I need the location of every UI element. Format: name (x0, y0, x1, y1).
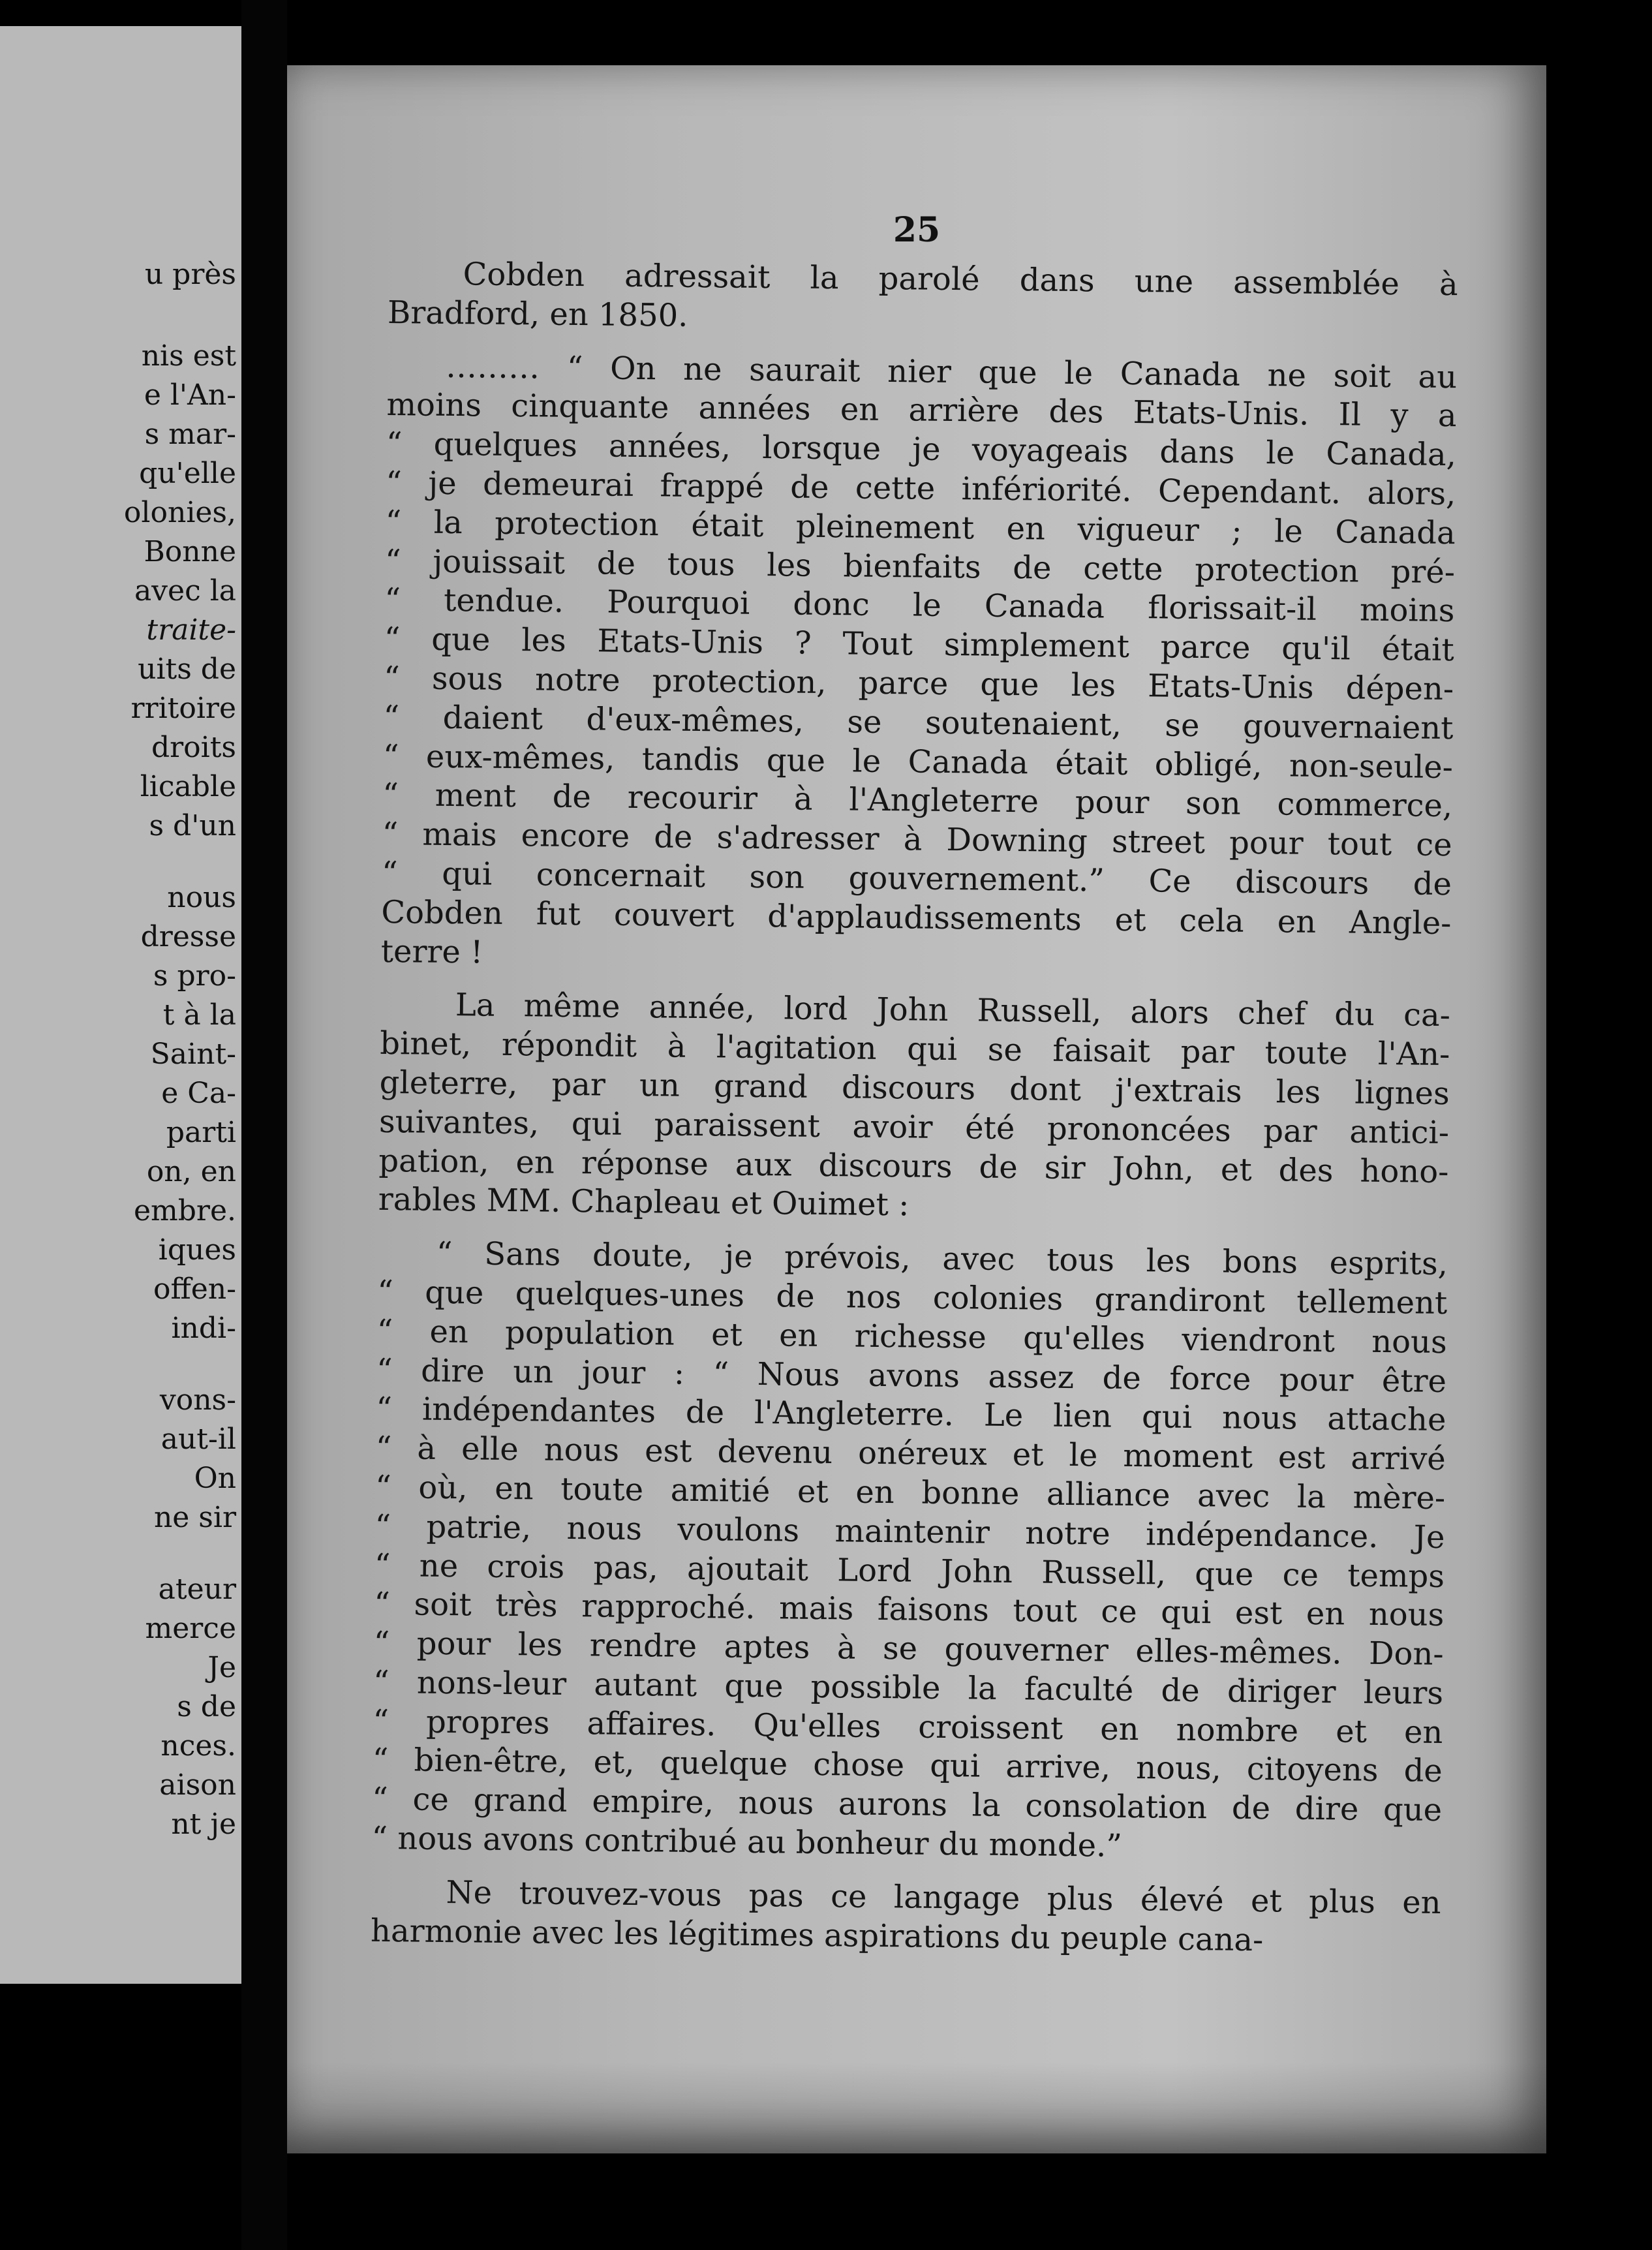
left-page-text-fragment: indi- (171, 1312, 236, 1345)
left-page-text-fragment: avec la (134, 574, 236, 608)
left-page-text-fragment: vons- (159, 1383, 236, 1417)
text-line: “ Sans doute, je prévois, avec tous les bons esprits, (436, 1235, 1448, 1283)
left-page-text-fragment: Saint- (150, 1038, 236, 1071)
text-line: “ à elle nous est devenu onéreux et le moment est arrivé (375, 1430, 1446, 1478)
page-body-text (371, 254, 1458, 1962)
text-line: “ ment de recourir à l'Angleterre pour son commerce, (382, 777, 1453, 825)
left-page-text-fragment: s d'un (149, 809, 236, 842)
left-page-text-fragment: nt je (171, 1808, 236, 1841)
left-page-text-fragment: s mar- (144, 418, 236, 451)
left-page-text-fragment: nis est (141, 339, 236, 373)
paragraph (380, 347, 1457, 983)
left-page-text-fragment: merce (145, 1612, 236, 1645)
text-line: “ quelques années, lorsque je voyageais dans le Canada, (386, 425, 1457, 474)
paragraph (378, 985, 1451, 1231)
text-line: “ jouissait de tous les bienfaits de cette protection pré- (384, 542, 1456, 591)
left-page-text-fragment: aut-il (161, 1423, 236, 1456)
page-number: 25 (893, 210, 941, 250)
left-page-text-fragment: uits de (138, 653, 236, 686)
left-page-text-fragment: on, en (146, 1155, 236, 1188)
text-line: ……… “ On ne saurait nier que le Canada ne soit au (445, 348, 1458, 395)
text-line: “ la protection était pleinement en vigueur ; le Canada (385, 503, 1456, 551)
text-line: rables MM. Chapleau et Ouimet : (378, 1181, 910, 1224)
text-line: “ ne crois pas, ajoutait Lord John Russell, que ce temps (374, 1547, 1445, 1595)
left-page-text-fragment: aison (159, 1768, 236, 1802)
left-page-text-fragment: qu'elle (139, 457, 236, 490)
text-line: “ propres affaires. Qu'elles croissent en nombre et en (373, 1703, 1443, 1751)
left-page-text-fragment: Bonne (144, 535, 236, 568)
left-page-text-fragment: t à la (162, 998, 236, 1032)
right-page (287, 65, 1546, 2153)
text-line: “ dire un jour : “ Nous avons assez de force pour être (376, 1351, 1447, 1400)
text-line: “ que quelques-unes de nos colonies grandiront tellement (377, 1273, 1448, 1322)
text-line: “ patrie, nous voulons maintenir notre indépendance. Je (375, 1507, 1445, 1556)
text-line: “ mais encore de s'adresser à Downing street pour tout ce (382, 816, 1452, 864)
text-line: Cobden adressait la parolé dans une assemblée à (463, 256, 1458, 303)
left-page-text-fragment: rritoire (130, 692, 236, 725)
page-bottom-shadow (287, 2062, 1546, 2153)
text-line: “ pour les rendre aptes à se gouverner elles-mêmes. Don- (373, 1624, 1444, 1673)
text-line: “ indépendantes de l'Angleterre. Le lien qui nous attache (376, 1391, 1446, 1439)
text-line: pation, en réponse aux discours de sir John, et des hono- (378, 1142, 1449, 1190)
left-page-text-fragment: ateur (158, 1573, 236, 1606)
left-page-text-fragment: licable (140, 770, 236, 803)
left-page-text-fragment: dresse (140, 920, 236, 953)
left-page-text-fragment: Je (207, 1651, 236, 1684)
left-page-text-fragment: offen- (153, 1272, 236, 1306)
text-line: “ tendue. Pourquoi donc le Canada florissait-il moins (384, 581, 1455, 630)
left-page-margin (0, 26, 241, 1984)
text-line: “ nous avons contribué au bonheur du monde.” (371, 1819, 1123, 1864)
left-page-text-fragment: olonies, (123, 496, 236, 529)
left-page-text-fragment: s de (177, 1690, 236, 1723)
text-line: “ sous notre protection, parce que les Etats-Unis dépen- (383, 659, 1454, 708)
text-line: “ que les Etats-Unis ? Tout simplement parce qu'il était (384, 621, 1455, 669)
left-page-text-fragment: nces. (161, 1729, 236, 1763)
text-line: “ nons-leur autant que possible la faculté de diriger leurs (373, 1663, 1444, 1712)
book-gutter (241, 0, 287, 2250)
paragraph (388, 254, 1458, 344)
left-page-text-fragment: u près (144, 258, 236, 291)
text-line: terre ! (380, 932, 483, 971)
text-line: harmonie avec les légitimes aspirations du peuple cana- (370, 1912, 1264, 1958)
text-line: gleterre, par un grand discours dont j'extrais les lignes (379, 1064, 1450, 1113)
left-page-text-fragment: traite- (146, 613, 236, 647)
text-line: moins cinquante années en arrière des Etats-Unis. Il y a (386, 386, 1457, 435)
text-line: Cobden fut couvert d'applaudissements et cela en Angle- (381, 893, 1452, 942)
left-page-text-fragment: On (194, 1462, 236, 1495)
text-line: “ qui concernait son gouvernement.” Ce discours de (381, 854, 1452, 903)
paragraph (371, 1873, 1441, 1962)
text-line: “ en population et en richesse qu'elles viendront nous (376, 1312, 1447, 1361)
text-line: “ ce grand empire, nous aurons la consolation de dire que (371, 1781, 1443, 1829)
left-page-text-fragment: embre. (134, 1194, 236, 1227)
left-page-text-fragment: e l'An- (144, 378, 236, 412)
text-line: “ où, en toute amitié et en bonne alliance avec la mère- (375, 1468, 1446, 1517)
left-page-text-fragment: droits (151, 731, 236, 764)
text-line: suivantes, qui paraissent avoir été prononcées par antici- (378, 1103, 1450, 1151)
left-page-text-fragment: iques (158, 1233, 236, 1267)
left-page-text-fragment: nous (167, 881, 236, 914)
text-line: “ daient d'eux-mêmes, se soutenaient, se gouvernaient (383, 698, 1454, 747)
text-line: “ bien-être, et, quelque chose qui arrive, nous, citoyens de (372, 1742, 1443, 1790)
text-line: “ soit très rapproché. mais faisons tout ce qui est en nous (374, 1586, 1445, 1634)
text-line: binet, répondit à l'agitation qui se faisait par toute l'An- (380, 1025, 1450, 1073)
text-line: “ eux-mêmes, tandis que le Canada était obligé, non-seule- (382, 737, 1454, 786)
text-line: La même année, lord John Russell, alors chef du ca- (455, 987, 1451, 1034)
text-line: Ne trouvez-vous pas ce langage plus élevé et plus en (446, 1873, 1441, 1921)
left-page-text-fragment: parti (166, 1116, 236, 1149)
text-line: Bradford, en 1850. (387, 294, 688, 334)
left-page-text-fragment: e Ca- (161, 1077, 236, 1110)
text-line: “ je demeurai frappé de cette infériorité. Cependant. alors, (386, 464, 1456, 513)
left-page-text-fragment: s pro- (153, 959, 236, 993)
left-page-text-fragment: ne sir (153, 1501, 236, 1534)
paragraph (371, 1234, 1448, 1870)
